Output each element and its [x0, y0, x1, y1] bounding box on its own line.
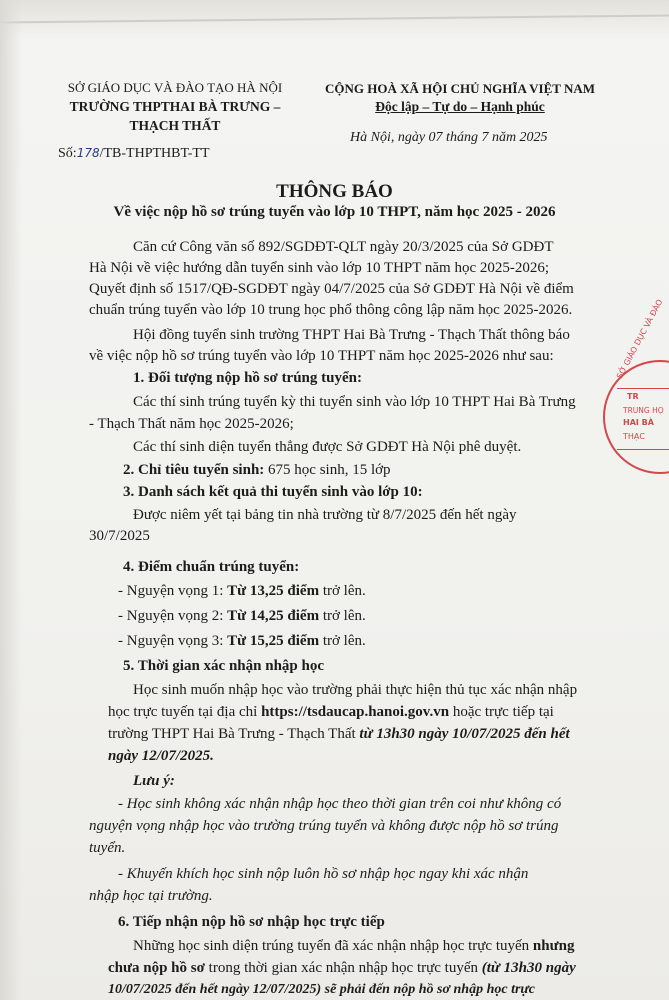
- section-5-line: [108, 724, 570, 744]
- text-run: học trực tuyến tại địa chỉ: [108, 704, 262, 720]
- document-subtitle: Về việc nộp hồ sơ trúng tuyển vào lớp 10 THPT, năm học 2025 - 2026: [113, 204, 556, 220]
- cutoff-value: Từ 14,25 điểm: [227, 608, 320, 624]
- cutoff-suffix: trở lên.: [319, 608, 366, 624]
- stamp-text: TRUNG HỌ: [623, 406, 664, 415]
- note-line: nhập học tại trường.: [89, 888, 213, 904]
- issuer-school-line2: THẠCH THẤT: [129, 118, 221, 133]
- note-line: tuyển.: [89, 840, 126, 856]
- basis-line: Hà Nội về việc hướng dẫn tuyển sinh vào lớp 10 THPT năm học 2025-2026;: [89, 260, 550, 276]
- text-run-bold: nhưng: [532, 938, 575, 954]
- official-red-stamp: [603, 297, 669, 474]
- cutoff-value: Từ 15,25 điểm: [227, 633, 320, 649]
- admission-portal-url: https://tsdaucap.hanoi.gov.vn: [261, 704, 450, 720]
- national-motto: Độc lập – Tự do – Hạnh phúc: [375, 99, 545, 114]
- page-left-shadow: [0, 0, 22, 1000]
- section-3-heading: 3. Danh sách kết quả thi tuyển sinh vào lớp 10:: [123, 484, 423, 500]
- section-1-line: - Thạch Thất năm học 2025-2026;: [89, 416, 294, 432]
- basis-line: Căn cứ Công văn số 892/SGDĐT-QLT ngày 20/3/2025 của Sở GDĐT: [133, 239, 554, 255]
- text-run-bold-italic: (từ 13h30 ngày: [481, 960, 576, 976]
- cutoff-value: Từ 13,25 điểm: [227, 583, 320, 599]
- cutoff-suffix: trở lên.: [319, 633, 366, 649]
- stamp-arc-text: SỞ GIÁO DỤC VÀ ĐÀO: [615, 297, 665, 381]
- text-run: Những học sinh diện trúng tuyển đã xác nhận nhập học trực tuyến: [133, 938, 533, 954]
- section-3-line: 30/7/2025: [89, 528, 150, 544]
- text-run: trong thời gian xác nhận nhập học trực tuyến: [204, 960, 482, 976]
- basis-line: chuẩn trúng tuyển vào lớp 10 trung học phổ thông công lập năm học 2025-2026.: [89, 302, 573, 318]
- section-5-line: [108, 702, 554, 722]
- section-3-line: Được niêm yết tại bảng tin nhà trường từ 8/7/2025 đến hết ngày: [133, 507, 517, 523]
- text-run: hoặc trực tiếp tại: [449, 704, 554, 720]
- section-5-line: ngày 12/07/2025.: [108, 748, 214, 764]
- basis-line: Quyết định số 1517/QĐ-SGDĐT ngày 04/7/2025 của Sở GDĐT Hà Nội về điểm: [89, 281, 574, 297]
- doc-number-suffix: /TB-THPTHBT-TT: [99, 146, 210, 161]
- doc-number-handwritten: 178: [76, 146, 100, 160]
- section-6-line: [108, 958, 576, 978]
- document-title: THÔNG BÁO: [276, 181, 393, 202]
- note-line: - Học sinh không xác nhận nhập học theo thời gian trên coi như không có: [118, 796, 562, 812]
- note-line: nguyện vọng nhập học vào trường trúng tuyển và không được nộp hồ sơ trúng: [89, 818, 559, 834]
- section-6-heading: 6. Tiếp nhận nộp hồ sơ nhập học trực tiếp: [118, 914, 385, 930]
- note-line: - Khuyến khích học sinh nộp luôn hồ sơ nhập học ngay khi xác nhận: [118, 866, 529, 882]
- section-4-heading: 4. Điểm chuẩn trúng tuyển:: [123, 559, 300, 575]
- text-run: 10/07/2025 đến hết ngày 12/07/2025): [108, 982, 322, 997]
- intro-line: về việc nộp hồ sơ trúng tuyển vào lớp 10 THPT năm học 2025-2026 như sau:: [89, 348, 554, 364]
- doc-number-prefix: Số:: [58, 146, 77, 161]
- document-number: [58, 146, 210, 162]
- section-6-line: [133, 936, 574, 956]
- cutoff-label: - Nguyện vọng 3:: [118, 633, 228, 649]
- text-run: trường THPT Hai Bà Trưng - Thạch Thất: [108, 726, 360, 742]
- issuer-block: [55, 78, 295, 135]
- section-5-line: Học sinh muốn nhập học vào trường phải thực hiện thủ tục xác nhận nhập: [133, 682, 578, 698]
- issue-date: Hà Nội, ngày 07 tháng 7 năm 2025: [350, 130, 548, 145]
- section-5-heading: 5. Thời gian xác nhận nhập học: [123, 658, 325, 674]
- stamp-text: HAI BÀ: [623, 418, 654, 427]
- text-run-bold: chưa nộp hồ sơ: [108, 960, 205, 976]
- section-2-heading: 2. Chỉ tiêu tuyển sinh:: [123, 462, 265, 478]
- note-heading: Lưu ý:: [133, 773, 175, 789]
- section-1-line: Các thí sinh diện tuyển thẳng được Sở GDĐT Hà Nội phê duyệt.: [133, 439, 522, 455]
- cutoff-score-item: [118, 581, 366, 601]
- country-name: CỘNG HOÀ XÃ HỘI CHỦ NGHĨA VIỆT NAM: [324, 81, 596, 96]
- section-6-line: [108, 980, 535, 1000]
- issuer-department: SỞ GIÁO DỤC VÀ ĐÀO TẠO HÀ NỘI: [67, 80, 283, 95]
- cutoff-score-item: [118, 606, 366, 626]
- section-2-value: 675 học sinh, 15 lớp: [264, 462, 391, 478]
- section-2: [123, 460, 391, 480]
- section-1-line: Các thí sinh trúng tuyển kỳ thi tuyển sinh vào lớp 10 THPT Hai Bà Trưng: [133, 394, 576, 410]
- cutoff-label: - Nguyện vọng 1:: [118, 583, 228, 599]
- cutoff-score-item: [118, 631, 366, 651]
- issuer-school-line1: TRƯỜNG THPTHAI BÀ TRƯNG –: [69, 99, 281, 114]
- intro-line: Hội đồng tuyển sinh trường THPT Hai Bà Trưng - Thạch Thất thông báo: [133, 327, 570, 343]
- cutoff-label: - Nguyện vọng 2:: [118, 608, 228, 624]
- text-run: sẽ phải đến nộp hồ sơ nhập học trực: [321, 982, 536, 997]
- section-1-heading: 1. Đối tượng nộp hồ sơ trúng tuyển:: [133, 370, 362, 386]
- stamp-text: TR: [627, 392, 639, 401]
- deadline-text: từ 13h30 ngày 10/07/2025 đến hết: [359, 726, 570, 742]
- stamp-text: THẠC: [623, 432, 645, 441]
- cutoff-suffix: trở lên.: [319, 583, 366, 599]
- national-motto-block: [290, 80, 630, 116]
